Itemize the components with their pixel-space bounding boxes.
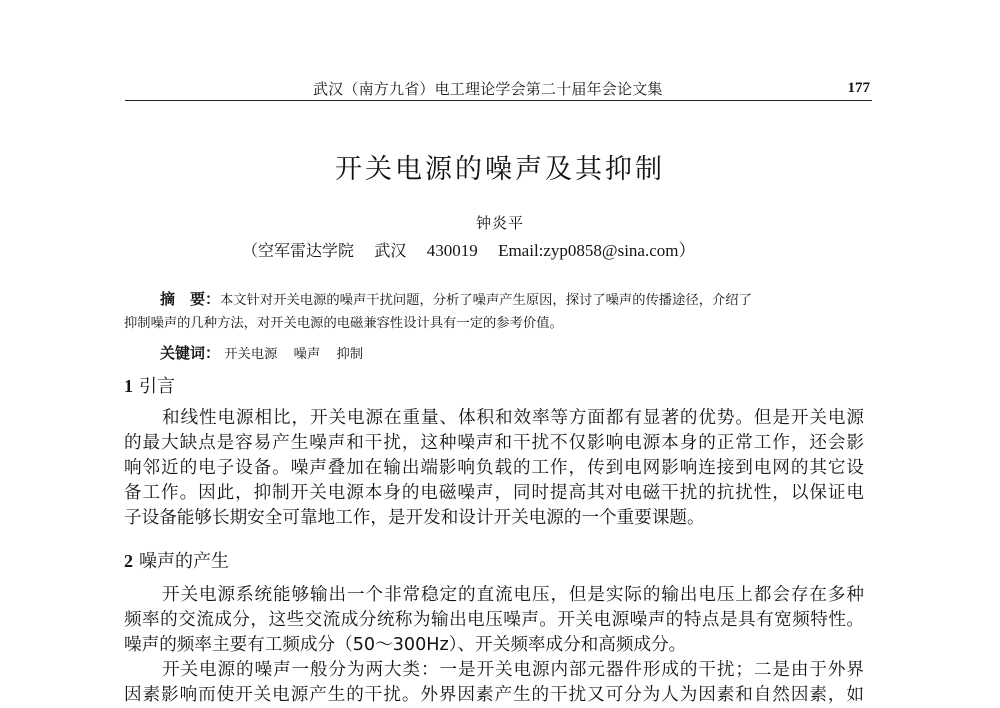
section-number: 2 — [124, 551, 133, 571]
running-header — [125, 78, 872, 101]
page-number: 177 — [847, 80, 870, 96]
text-line: 备工作。因此，抑制开关电源本身的电磁噪声，同时提高其对电磁干扰的抗扰性，以保证电 — [124, 483, 864, 503]
text-line: 和线性电源相比，开关电源在重量、体积和效率等方面都有显著的优势。但是开关电源 — [162, 408, 864, 428]
text-line: 噪声的频率主要有工频成分（50～300Hz）、开关频率成分和高频成分。 — [124, 635, 687, 655]
abstract-text: 抑制噪声的几种方法，对开关电源的电磁兼容性设计具有一定的参考价值。 — [124, 316, 563, 331]
text-line: 子设备能够长期安全可靠地工作，是开发和设计开关电源的一个重要课题。 — [124, 508, 705, 528]
abstract-line — [124, 312, 864, 335]
abstract-label: 摘 要： — [160, 290, 221, 308]
section-number: 1 — [124, 376, 133, 396]
paragraph — [124, 406, 864, 531]
section-heading-noise-generation — [124, 547, 229, 573]
abstract — [124, 288, 864, 335]
abstract-text: 本文针对开关电源的噪声干扰问题，分析了噪声产生原因，探讨了噪声的传播途径，介绍了 — [220, 293, 752, 308]
section-title: 噪声的产生 — [139, 551, 229, 572]
keyword: 抑制 — [336, 347, 364, 362]
section-heading-introduction — [124, 372, 175, 398]
text-line: 开关电源系统能够输出一个非常稳定的直流电压，但是实际的输出电压上都会存在多种 — [162, 585, 864, 605]
section-title: 引言 — [139, 376, 175, 397]
author-name: 钟炎平 — [475, 214, 524, 232]
journal-title: 武汉（南方九省）电工理论学会第二十届年会论文集 — [313, 80, 663, 98]
text-line: 因素影响而使开关电源产生的干扰。外界因素产生的干扰又可分为人为因素和自然因素，如 — [124, 685, 864, 705]
keywords-label: 关键词： — [160, 344, 221, 362]
affiliation-postcode: 430019 — [426, 241, 478, 260]
affiliation-email: Email:zyp0858@sina.com） — [498, 241, 696, 260]
keyword: 开关电源 — [224, 347, 278, 362]
affiliation-city: 武汉 — [374, 241, 407, 260]
text-line: 开关电源的噪声一般分为两大类：一是开关电源内部元器件形成的干扰；二是由于外界 — [162, 660, 864, 680]
paragraph — [124, 583, 864, 658]
paragraph — [124, 658, 864, 708]
abstract-line — [124, 288, 864, 312]
paper-title: 开关电源的噪声及其抑制 — [335, 154, 665, 185]
text-line: 频率的交流成分，这些交流成分统称为输出电压噪声。开关电源噪声的特点是具有宽频特性。 — [124, 610, 864, 630]
author-affiliation — [242, 236, 696, 261]
affiliation-institution: （空军雷达学院 — [242, 241, 355, 260]
keywords — [160, 342, 375, 363]
text-line: 响邻近的电子设备。噪声叠加在输出端影响负载的工作，传到电网影响连接到电网的其它设 — [124, 458, 864, 478]
text-line: 的最大缺点是容易产生噪声和干扰，这种噪声和干扰不仅影响电源本身的正常工作，还会影 — [124, 433, 864, 453]
keyword: 噪声 — [293, 347, 321, 362]
